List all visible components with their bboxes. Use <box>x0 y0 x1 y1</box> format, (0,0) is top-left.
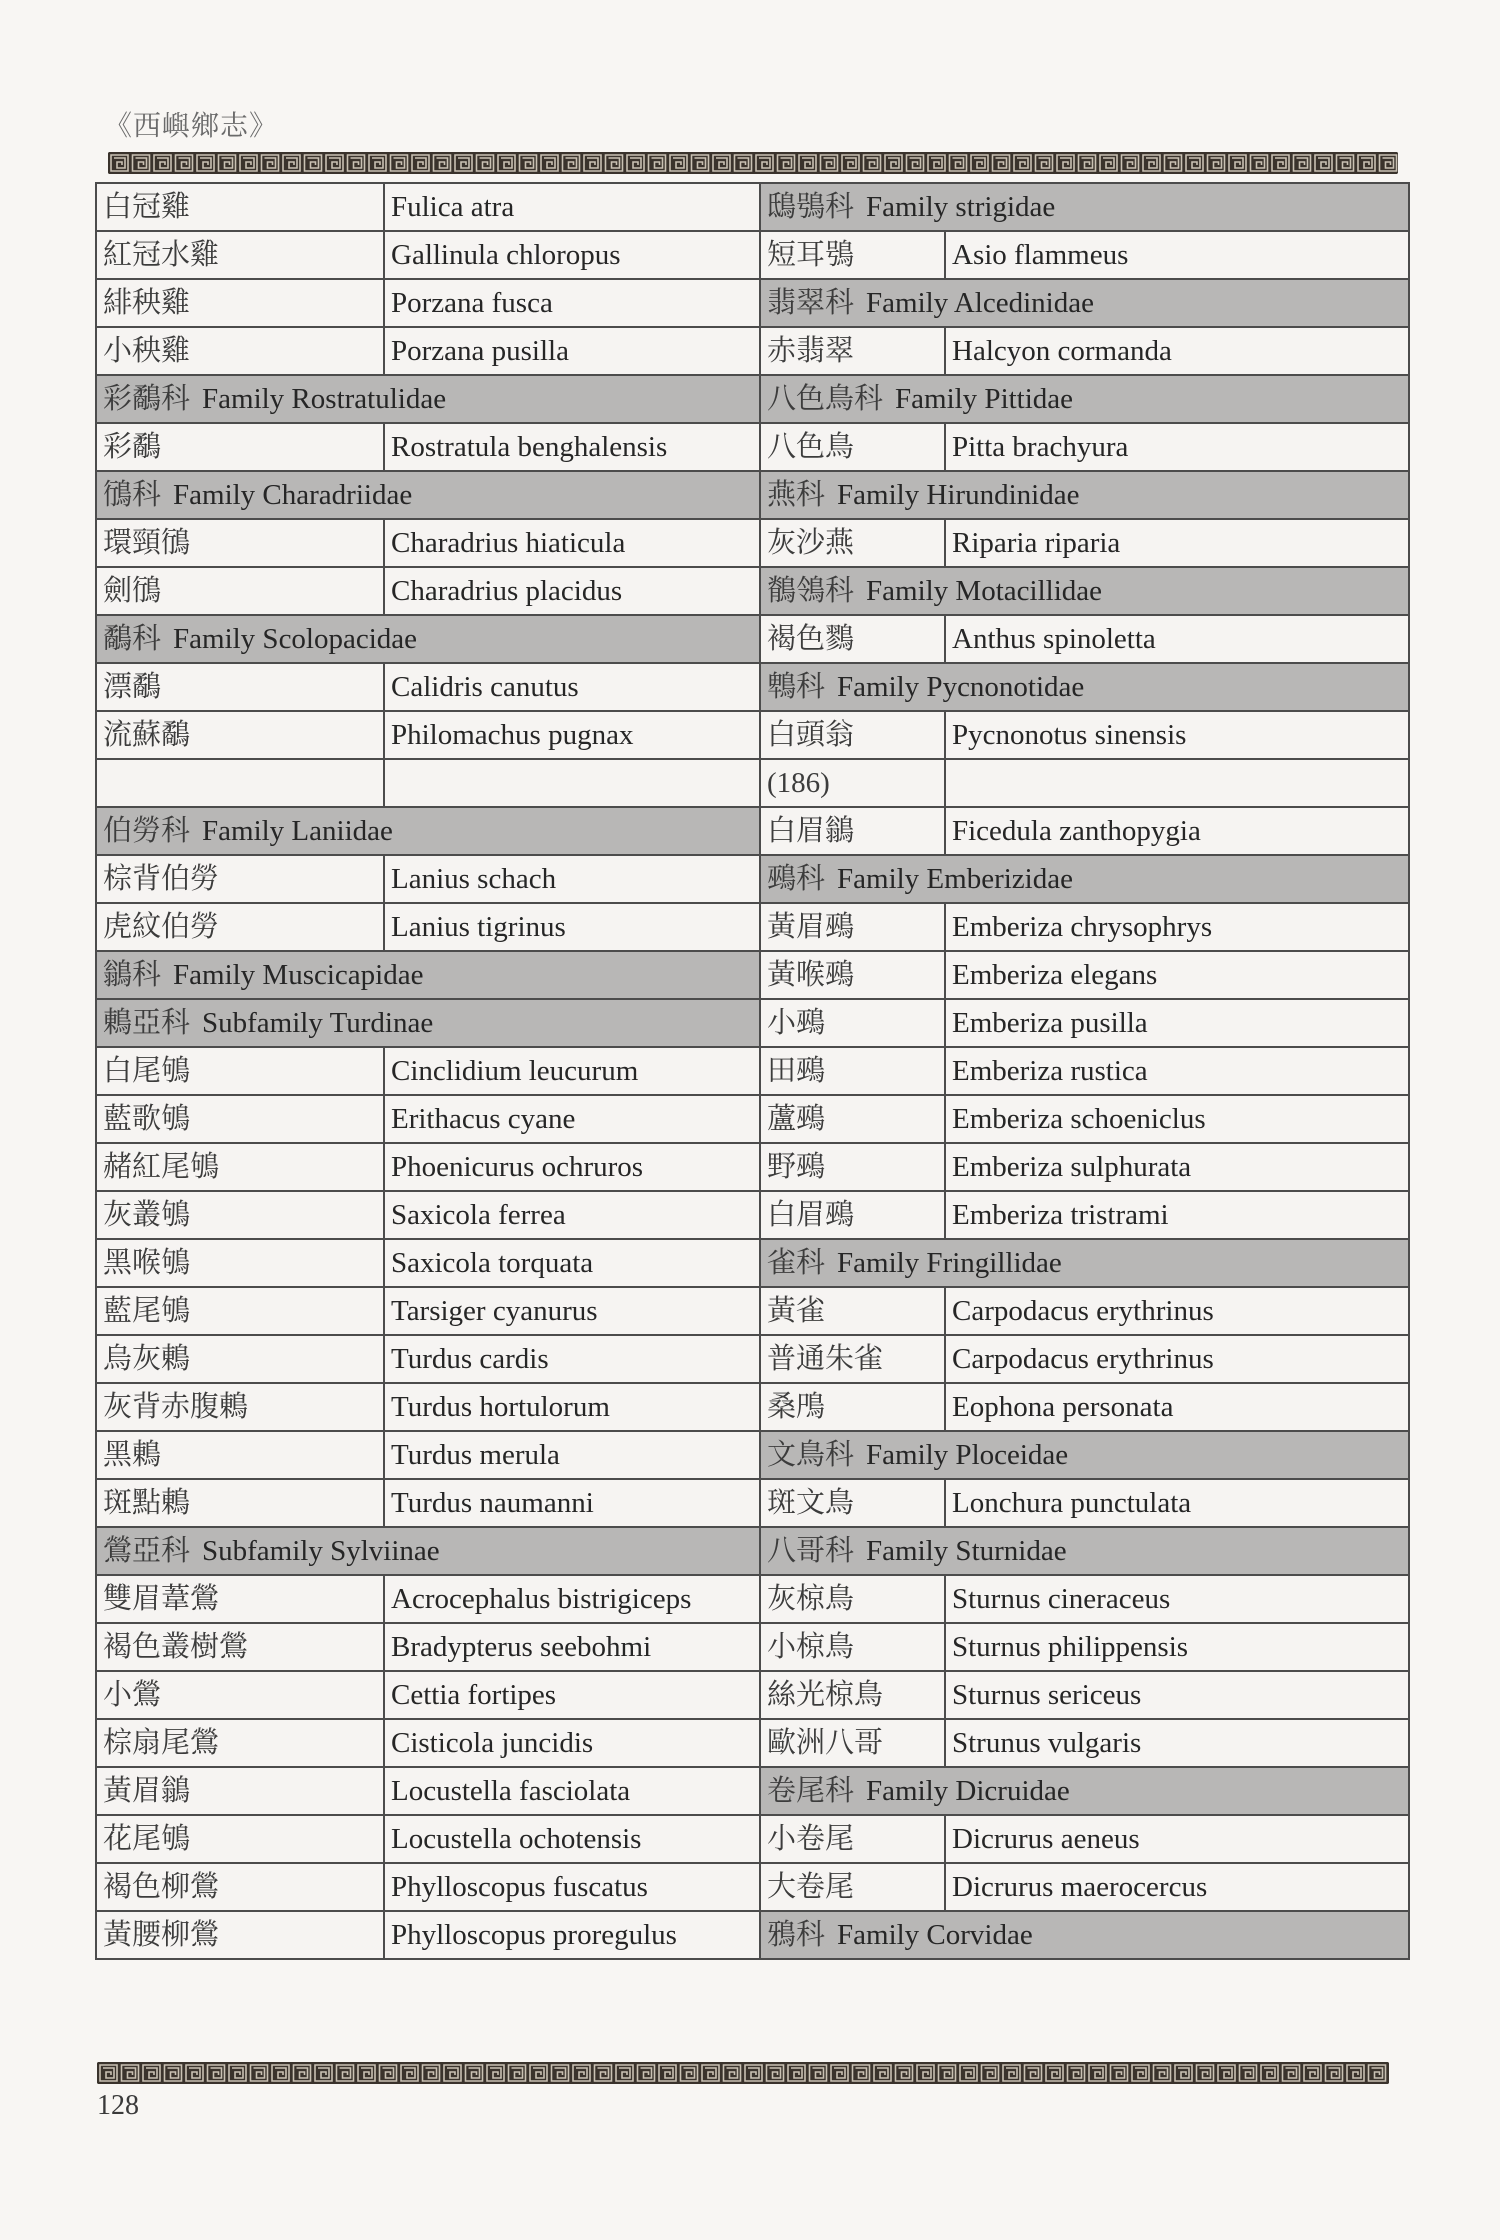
species-row <box>760 1479 1409 1527</box>
family-header-cell <box>760 1431 1409 1479</box>
species-scientific-name: Carpodacus erythrinus <box>945 1335 1409 1383</box>
family-header-row <box>96 375 760 423</box>
species-chinese-name: 黃眉鶲 <box>96 1767 384 1815</box>
species-scientific-name: Locustella ochotensis <box>384 1815 760 1863</box>
species-row <box>760 1815 1409 1863</box>
species-row <box>96 519 760 567</box>
species-scientific-name: Emberiza tristrami <box>945 1191 1409 1239</box>
species-chinese-name: 絲光椋鳥 <box>760 1671 945 1719</box>
species-scientific-name: Philomachus pugnax <box>384 711 760 759</box>
species-row <box>760 1671 1409 1719</box>
species-chinese-name: 流蘇鷸 <box>96 711 384 759</box>
family-header-cell <box>760 663 1409 711</box>
species-chinese-name: 小卷尾 <box>760 1815 945 1863</box>
species-chinese-name: 褐色鷚 <box>760 615 945 663</box>
species-scientific-name: Lanius tigrinus <box>384 903 760 951</box>
species-scientific-name: Erithacus cyane <box>384 1095 760 1143</box>
family-latin-name: Family Corvidae <box>837 1919 1033 1951</box>
greek-key-border-bottom <box>97 2062 1389 2084</box>
species-chinese-name: 赭紅尾鴝 <box>96 1143 384 1191</box>
species-scientific-name: Cettia fortipes <box>384 1671 760 1719</box>
species-row <box>96 1191 760 1239</box>
family-header-row <box>760 471 1409 519</box>
species-row <box>96 663 760 711</box>
page-number: 128 <box>97 2090 139 2121</box>
species-chinese-name: 紅冠水雞 <box>96 231 384 279</box>
species-chinese-name: 虎紋伯勞 <box>96 903 384 951</box>
species-row <box>96 1575 760 1623</box>
species-chinese-name: 短耳鴞 <box>760 231 945 279</box>
species-scientific-name: Asio flammeus <box>945 231 1409 279</box>
species-chinese-name: 赤翡翠 <box>760 327 945 375</box>
species-chinese-name: 藍尾鴝 <box>96 1287 384 1335</box>
species-row <box>96 423 760 471</box>
family-header-row <box>96 615 760 663</box>
species-chinese-name: 灰沙燕 <box>760 519 945 567</box>
species-row <box>96 1767 760 1815</box>
species-row <box>760 423 1409 471</box>
species-scientific-name: Bradypterus seebohmi <box>384 1623 760 1671</box>
species-row <box>96 855 760 903</box>
species-scientific-name: Locustella fasciolata <box>384 1767 760 1815</box>
species-scientific-name: Cinclidium leucurum <box>384 1047 760 1095</box>
species-scientific-name: Turdus merula <box>384 1431 760 1479</box>
family-latin-name: Subfamily Turdinae <box>202 1007 434 1039</box>
family-latin-name: Family Scolopacidae <box>173 623 418 655</box>
species-scientific-name: Emberiza chrysophrys <box>945 903 1409 951</box>
family-latin-name: Family Muscicapidae <box>173 959 424 991</box>
species-scientific-name: Lonchura punctulata <box>945 1479 1409 1527</box>
family-latin-name: Family Pittidae <box>895 383 1074 415</box>
species-scientific-name: Charadrius placidus <box>384 567 760 615</box>
species-row <box>96 711 760 759</box>
species-row <box>96 1911 760 1959</box>
family-header-cell <box>96 615 760 663</box>
species-row <box>96 567 760 615</box>
family-latin-name: Family Sturnidae <box>866 1535 1067 1567</box>
family-header-row <box>760 183 1409 231</box>
species-row <box>96 1095 760 1143</box>
species-chinese-name: 灰背赤腹鶇 <box>96 1383 384 1431</box>
species-row <box>96 183 760 231</box>
species-scientific-name: Carpodacus erythrinus <box>945 1287 1409 1335</box>
species-chinese-name: 藍歌鴝 <box>96 1095 384 1143</box>
species-scientific-name: Pycnonotus sinensis <box>945 711 1409 759</box>
greek-key-border-top <box>108 152 1398 174</box>
family-header-cell <box>760 1527 1409 1575</box>
species-row <box>96 1383 760 1431</box>
species-scientific-name: Dicrurus maerocercus <box>945 1863 1409 1911</box>
species-row <box>760 1287 1409 1335</box>
bird-checklist-table-left <box>95 182 761 1960</box>
family-header-row <box>760 663 1409 711</box>
species-chinese-name: 斑點鶇 <box>96 1479 384 1527</box>
species-row <box>760 327 1409 375</box>
family-chinese-name: 鴟鴞科 <box>767 191 855 223</box>
species-scientific-name: Phylloscopus proregulus <box>384 1911 760 1959</box>
species-chinese-name: 白頭翁 <box>760 711 945 759</box>
species-row <box>760 759 1409 807</box>
family-chinese-name: 文鳥科 <box>767 1439 855 1471</box>
species-chinese-name: 白尾鴝 <box>96 1047 384 1095</box>
family-header-cell <box>760 471 1409 519</box>
family-header-cell <box>760 1767 1409 1815</box>
species-scientific-name: Ficedula zanthopygia <box>945 807 1409 855</box>
family-header-cell <box>96 807 760 855</box>
meander-pattern-icon <box>108 152 1398 174</box>
species-scientific-name: Sturnus philippensis <box>945 1623 1409 1671</box>
species-scientific-name: Emberiza elegans <box>945 951 1409 999</box>
family-header-row <box>760 1527 1409 1575</box>
species-row <box>760 903 1409 951</box>
family-chinese-name: 鶺鴒科 <box>767 575 855 607</box>
family-latin-name: Family Alcedinidae <box>866 287 1094 319</box>
family-header-cell <box>760 1911 1409 1959</box>
species-chinese-name <box>96 759 384 807</box>
species-row <box>760 231 1409 279</box>
species-chinese-name: 小秧雞 <box>96 327 384 375</box>
species-row <box>760 1191 1409 1239</box>
species-row <box>760 1719 1409 1767</box>
family-chinese-name: 八哥科 <box>767 1535 855 1567</box>
species-chinese-name: 雙眉葦鶯 <box>96 1575 384 1623</box>
species-scientific-name: Lanius schach <box>384 855 760 903</box>
species-chinese-name: 普通朱雀 <box>760 1335 945 1383</box>
species-chinese-name: 黃腰柳鶯 <box>96 1911 384 1959</box>
species-chinese-name: 黃雀 <box>760 1287 945 1335</box>
species-row <box>96 1671 760 1719</box>
family-header-cell <box>760 1239 1409 1287</box>
family-header-row <box>96 1527 760 1575</box>
species-chinese-name: 小鶯 <box>96 1671 384 1719</box>
species-chinese-name: 田鵐 <box>760 1047 945 1095</box>
species-chinese-name: 白眉鶲 <box>760 807 945 855</box>
species-scientific-name: Emberiza schoeniclus <box>945 1095 1409 1143</box>
species-scientific-name: Calidris canutus <box>384 663 760 711</box>
species-row <box>96 1431 760 1479</box>
family-header-row <box>96 951 760 999</box>
species-chinese-name: 烏灰鶇 <box>96 1335 384 1383</box>
species-row <box>760 1575 1409 1623</box>
species-scientific-name: Acrocephalus bistrigiceps <box>384 1575 760 1623</box>
species-chinese-name: 漂鷸 <box>96 663 384 711</box>
species-row <box>96 1287 760 1335</box>
family-chinese-name: 鶲科 <box>103 959 162 991</box>
species-chinese-name: 大卷尾 <box>760 1863 945 1911</box>
species-scientific-name: Phoenicurus ochruros <box>384 1143 760 1191</box>
species-row <box>760 615 1409 663</box>
species-chinese-name: 黃喉鵐 <box>760 951 945 999</box>
species-chinese-name: 棕扇尾鶯 <box>96 1719 384 1767</box>
family-header-cell <box>760 279 1409 327</box>
species-row <box>96 1143 760 1191</box>
species-scientific-name: Anthus spinoletta <box>945 615 1409 663</box>
species-row <box>760 1383 1409 1431</box>
species-row <box>96 1623 760 1671</box>
species-chinese-name: 八色鳥 <box>760 423 945 471</box>
species-scientific-name: Saxicola ferrea <box>384 1191 760 1239</box>
species-scientific-name: Saxicola torquata <box>384 1239 760 1287</box>
species-row <box>96 1047 760 1095</box>
species-scientific-name: Turdus hortulorum <box>384 1383 760 1431</box>
family-header-row <box>760 567 1409 615</box>
family-header-cell <box>760 183 1409 231</box>
bird-checklist-table-right <box>759 182 1410 1960</box>
species-chinese-name: 小椋鳥 <box>760 1623 945 1671</box>
species-chinese-name: 白冠雞 <box>96 183 384 231</box>
species-chinese-name: 歐洲八哥 <box>760 1719 945 1767</box>
species-row <box>760 519 1409 567</box>
family-chinese-name: 彩鷸科 <box>103 383 191 415</box>
species-row <box>760 1095 1409 1143</box>
species-scientific-name: Emberiza pusilla <box>945 999 1409 1047</box>
species-chinese-name: 白眉鵐 <box>760 1191 945 1239</box>
family-chinese-name: 八色鳥科 <box>767 383 884 415</box>
species-chinese-name: 灰叢鴝 <box>96 1191 384 1239</box>
species-scientific-name: Cisticola juncidis <box>384 1719 760 1767</box>
species-scientific-name: Phylloscopus fuscatus <box>384 1863 760 1911</box>
species-row <box>760 1863 1409 1911</box>
species-chinese-name: 褐色柳鶯 <box>96 1863 384 1911</box>
family-chinese-name: 伯勞科 <box>103 815 191 847</box>
species-scientific-name: Charadrius hiaticula <box>384 519 760 567</box>
species-chinese-name: 彩鷸 <box>96 423 384 471</box>
species-chinese-name: 黑喉鴝 <box>96 1239 384 1287</box>
species-row <box>96 1815 760 1863</box>
species-chinese-name: 花尾鴝 <box>96 1815 384 1863</box>
family-header-row <box>760 1911 1409 1959</box>
family-chinese-name: 鶯亞科 <box>103 1535 191 1567</box>
species-row <box>96 1239 760 1287</box>
species-chinese-name: 緋秧雞 <box>96 279 384 327</box>
species-scientific-name: Turdus cardis <box>384 1335 760 1383</box>
species-scientific-name: Sturnus sericeus <box>945 1671 1409 1719</box>
family-header-row <box>96 999 760 1047</box>
species-row <box>96 1335 760 1383</box>
species-scientific-name: Riparia riparia <box>945 519 1409 567</box>
species-scientific-name: Eophona personata <box>945 1383 1409 1431</box>
species-row <box>760 1047 1409 1095</box>
species-chinese-name: 小鵐 <box>760 999 945 1047</box>
species-scientific-name: Turdus naumanni <box>384 1479 760 1527</box>
family-latin-name: Family Charadriidae <box>173 479 413 511</box>
species-chinese-name: 棕背伯勞 <box>96 855 384 903</box>
family-latin-name: Subfamily Sylviinae <box>202 1535 440 1567</box>
species-scientific-name: Tarsiger cyanurus <box>384 1287 760 1335</box>
family-latin-name: Family Emberizidae <box>837 863 1073 895</box>
species-row <box>96 327 760 375</box>
family-chinese-name: 翡翠科 <box>767 287 855 319</box>
species-scientific-name <box>384 759 760 807</box>
meander-pattern-icon <box>97 2062 1389 2084</box>
running-head-title: 《西嶼鄉志》 <box>104 111 279 142</box>
species-row <box>760 999 1409 1047</box>
species-scientific-name: Gallinula chloropus <box>384 231 760 279</box>
family-latin-name: Family Motacillidae <box>866 575 1102 607</box>
species-chinese-name: 斑文鳥 <box>760 1479 945 1527</box>
family-header-cell <box>96 999 760 1047</box>
family-header-cell <box>760 855 1409 903</box>
species-row <box>760 1143 1409 1191</box>
species-chinese-name: 黃眉鵐 <box>760 903 945 951</box>
family-header-cell <box>760 567 1409 615</box>
family-latin-name: Family Fringillidae <box>837 1247 1062 1279</box>
species-chinese-name: 桑鳲 <box>760 1383 945 1431</box>
species-chinese-name: 劍鴴 <box>96 567 384 615</box>
species-row <box>760 711 1409 759</box>
species-scientific-name: Emberiza rustica <box>945 1047 1409 1095</box>
family-chinese-name: 鶇亞科 <box>103 1007 191 1039</box>
family-chinese-name: 卷尾科 <box>767 1775 855 1807</box>
species-scientific-name: Strunus vulgaris <box>945 1719 1409 1767</box>
species-scientific-name: Fulica atra <box>384 183 760 231</box>
family-chinese-name: 鵯科 <box>767 671 826 703</box>
species-scientific-name: Pitta brachyura <box>945 423 1409 471</box>
species-scientific-name: Sturnus cineraceus <box>945 1575 1409 1623</box>
species-row <box>96 231 760 279</box>
family-latin-name: Family Pycnonotidae <box>837 671 1085 703</box>
species-row <box>96 1479 760 1527</box>
blank-row <box>96 759 760 807</box>
species-row <box>760 1623 1409 1671</box>
family-latin-name: Family Dicruidae <box>866 1775 1070 1807</box>
species-scientific-name: Rostratula benghalensis <box>384 423 760 471</box>
species-row <box>760 1335 1409 1383</box>
family-latin-name: Family Rostratulidae <box>202 383 447 415</box>
species-scientific-name: Emberiza sulphurata <box>945 1143 1409 1191</box>
family-chinese-name: 鴴科 <box>103 479 162 511</box>
family-latin-name: Family Laniidae <box>202 815 393 847</box>
family-chinese-name: 燕科 <box>767 479 826 511</box>
family-chinese-name: 雀科 <box>767 1247 826 1279</box>
family-chinese-name: 鵐科 <box>767 863 826 895</box>
family-header-row <box>760 279 1409 327</box>
family-latin-name: Family strigidae <box>866 191 1056 223</box>
family-chinese-name: 鴉科 <box>767 1919 826 1951</box>
family-header-row <box>96 807 760 855</box>
family-header-cell <box>96 1527 760 1575</box>
family-header-cell <box>96 375 760 423</box>
species-row <box>96 903 760 951</box>
family-header-row <box>760 1767 1409 1815</box>
species-chinese-name: 野鵐 <box>760 1143 945 1191</box>
family-latin-name: Family Ploceidae <box>866 1439 1069 1471</box>
family-header-row <box>96 471 760 519</box>
species-scientific-name: Dicrurus aeneus <box>945 1815 1409 1863</box>
family-header-cell <box>96 951 760 999</box>
species-row <box>96 1863 760 1911</box>
family-header-cell <box>96 471 760 519</box>
species-scientific-name <box>945 759 1409 807</box>
species-chinese-name: 蘆鵐 <box>760 1095 945 1143</box>
family-header-row <box>760 855 1409 903</box>
species-scientific-name: Halcyon cormanda <box>945 327 1409 375</box>
family-header-cell <box>760 375 1409 423</box>
species-chinese-name: 灰椋鳥 <box>760 1575 945 1623</box>
species-row <box>96 279 760 327</box>
species-chinese-name: (186) <box>760 759 945 807</box>
species-row <box>760 951 1409 999</box>
species-scientific-name: Porzana pusilla <box>384 327 760 375</box>
species-row <box>96 1719 760 1767</box>
species-chinese-name: 褐色叢樹鶯 <box>96 1623 384 1671</box>
family-header-row <box>760 1431 1409 1479</box>
family-header-row <box>760 375 1409 423</box>
species-row <box>760 807 1409 855</box>
species-chinese-name: 環頸鴴 <box>96 519 384 567</box>
family-latin-name: Family Hirundinidae <box>837 479 1080 511</box>
family-chinese-name: 鷸科 <box>103 623 162 655</box>
species-scientific-name: Porzana fusca <box>384 279 760 327</box>
species-chinese-name: 黑鶇 <box>96 1431 384 1479</box>
family-header-row <box>760 1239 1409 1287</box>
